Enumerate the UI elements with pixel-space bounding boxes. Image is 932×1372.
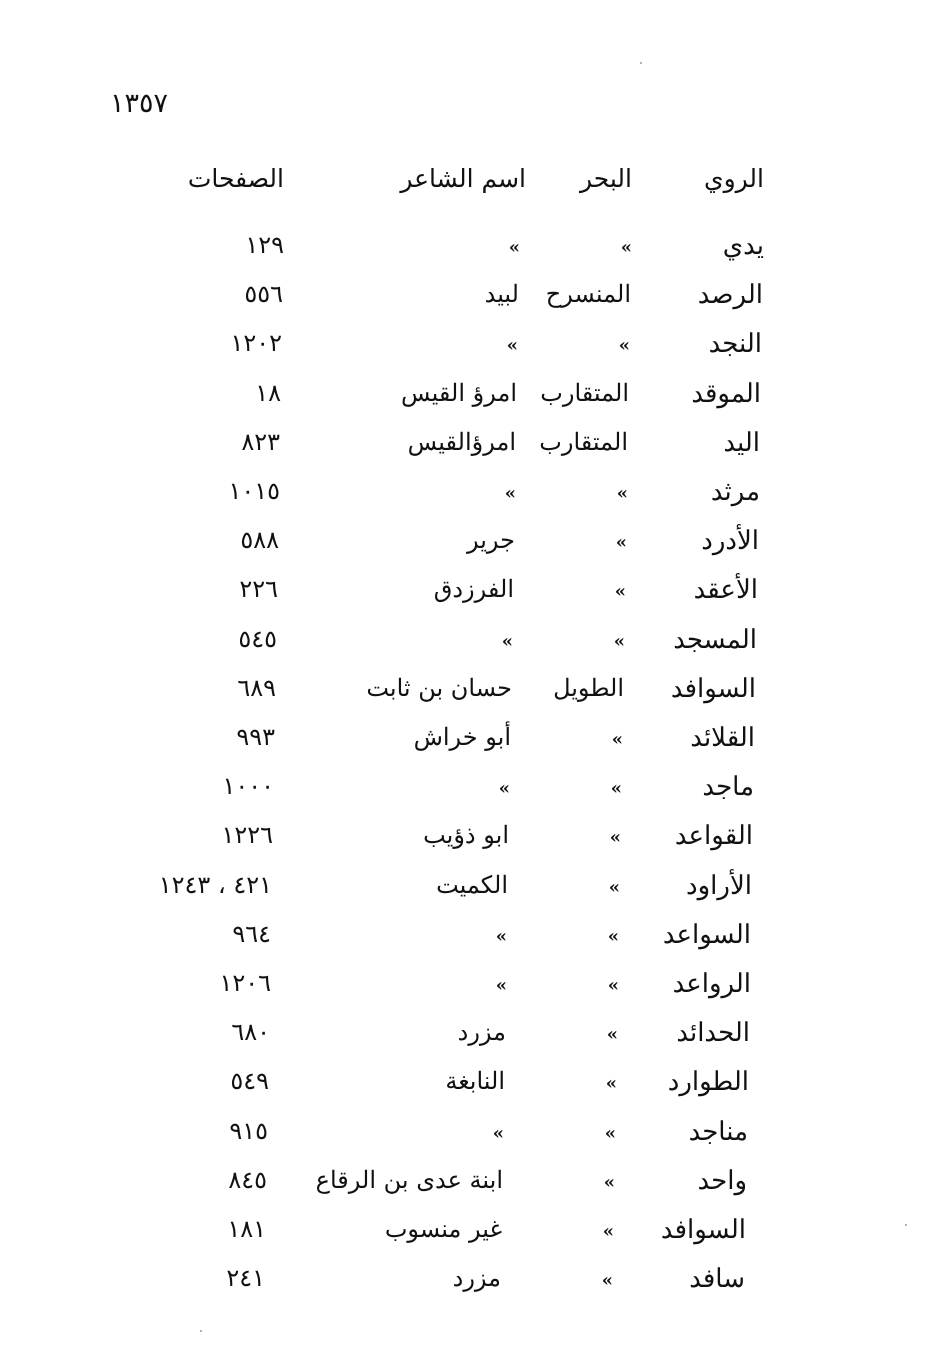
cell-meter: » <box>610 778 622 800</box>
header-meter: البحر <box>579 164 632 193</box>
cell-poet: مزرد <box>457 1018 506 1047</box>
cell-meter: » <box>604 1122 616 1144</box>
cell-rhyme: القواعد <box>674 821 753 852</box>
table-row <box>0 1217 932 1257</box>
cell-meter: المتقارب <box>540 378 629 407</box>
cell-poet: جرير <box>467 526 515 555</box>
cell-poet: امرؤالقيس <box>407 427 516 456</box>
cell-meter: » <box>602 1221 614 1242</box>
cell-rhyme: الطوارد <box>667 1067 749 1098</box>
cell-meter: » <box>606 1024 618 1046</box>
cell-poet: ابو ذؤيب <box>423 821 509 850</box>
cell-meter: » <box>614 581 626 603</box>
cell-rhyme: السواعد <box>662 919 751 950</box>
cell-rhyme: الموقد <box>691 378 761 409</box>
header-pages: الصفحات <box>187 164 284 193</box>
table-row <box>0 233 932 273</box>
cell-rhyme: السوافد <box>660 1215 746 1245</box>
cell-poet: » <box>506 335 518 357</box>
cell-poet: ابنة عدى بن الرقاع <box>315 1165 503 1194</box>
cell-meter: » <box>607 925 619 947</box>
cell-pages: ٢٤١ <box>226 1264 265 1293</box>
table-row <box>0 331 932 371</box>
cell-pages: ٤٢١ ، ١٢٤٣ <box>158 870 272 899</box>
cell-pages: ١٢٠٦ <box>219 969 271 997</box>
table-row <box>0 1266 932 1306</box>
cell-rhyme: الأراود <box>686 870 752 901</box>
cell-meter: » <box>615 532 627 554</box>
cell-pages: ١٢٢٦ <box>221 821 273 850</box>
cell-meter: » <box>611 729 623 750</box>
paper-speck <box>905 1224 907 1226</box>
cell-meter: الطويل <box>553 673 624 702</box>
cell-meter: » <box>620 237 632 258</box>
cell-poet: » <box>498 778 510 800</box>
cell-poet: الفرزدق <box>433 575 514 604</box>
cell-poet: » <box>495 975 507 996</box>
cell-rhyme: الرصد <box>697 280 763 311</box>
cell-meter: » <box>601 1270 613 1292</box>
cell-rhyme: الحدائد <box>676 1018 750 1049</box>
table-row <box>0 1165 932 1208</box>
cell-meter: » <box>607 975 619 996</box>
cell-pages: ٦٨٠ <box>231 1018 270 1047</box>
cell-pages: ٩٦٤ <box>232 919 271 948</box>
cell-poet: » <box>495 925 507 947</box>
table-row <box>0 774 932 814</box>
table-row <box>0 1069 932 1109</box>
header-rhyme: الروي <box>704 164 764 193</box>
cell-meter: » <box>609 827 621 849</box>
cell-poet: النابغة <box>445 1067 505 1096</box>
cell-pages: ١٨١ <box>227 1215 266 1243</box>
cell-meter: » <box>603 1171 615 1193</box>
cell-pages: ١٢٩ <box>245 231 284 259</box>
table-row <box>0 971 932 1011</box>
cell-rhyme: ماجد <box>702 772 754 803</box>
cell-rhyme: مرثد <box>710 477 760 507</box>
table-row <box>0 427 932 470</box>
cell-poet: امرؤ القيس <box>401 378 517 407</box>
table-row <box>0 870 932 913</box>
cell-pages: ١٢٠٢ <box>230 329 282 358</box>
cell-pages: ٩١٥ <box>229 1116 268 1145</box>
cell-rhyme: سافد <box>689 1264 745 1295</box>
cell-rhyme: يدي <box>722 231 764 261</box>
cell-pages: ١٠١٥ <box>228 477 280 505</box>
table-row <box>0 282 932 322</box>
cell-pages: ٥٤٩ <box>230 1067 269 1096</box>
cell-rhyme: مناجد <box>688 1116 748 1147</box>
table-row <box>0 823 932 863</box>
cell-pages: ٥٤٥ <box>238 624 277 653</box>
cell-pages: ١٠٠٠ <box>222 772 274 801</box>
cell-meter: » <box>618 335 630 357</box>
cell-meter: » <box>605 1073 617 1095</box>
cell-rhyme: اليد <box>723 427 760 458</box>
table-row <box>0 725 932 765</box>
cell-rhyme: القلائد <box>690 723 755 753</box>
cell-poet: » <box>504 483 516 504</box>
cell-meter: المنسرح <box>545 280 631 309</box>
cell-poet: » <box>492 1122 504 1144</box>
cell-pages: ٦٨٩ <box>237 673 276 702</box>
table-row <box>0 1020 932 1060</box>
table-row <box>0 919 932 962</box>
cell-rhyme: السوافد <box>670 673 756 704</box>
cell-rhyme: الرواعد <box>672 969 751 999</box>
header-poet: اسم الشاعر <box>400 164 526 193</box>
cell-meter: » <box>613 630 625 652</box>
table-row <box>0 624 932 667</box>
paper-speck <box>200 1330 202 1332</box>
cell-pages: ٥٨٨ <box>240 526 279 555</box>
table-row <box>0 673 932 716</box>
cell-meter: » <box>616 483 628 504</box>
cell-poet: غير منسوب <box>384 1215 502 1243</box>
cell-poet: » <box>501 630 513 652</box>
paper-speck <box>640 62 642 64</box>
cell-pages: ٩٩٣ <box>236 723 275 751</box>
cell-poet: » <box>508 237 520 258</box>
cell-rhyme: النجد <box>708 329 762 360</box>
table-row <box>0 577 932 617</box>
cell-poet: لبيد <box>484 280 519 309</box>
cell-poet: الكميت <box>436 870 508 899</box>
table-row <box>0 479 932 519</box>
cell-rhyme: الأعقد <box>693 575 758 606</box>
cell-poet: مزرد <box>452 1264 501 1293</box>
cell-pages: ٥٥٦ <box>244 280 283 309</box>
cell-poet: أبو خراش <box>413 723 511 751</box>
cell-meter: » <box>608 876 620 898</box>
cell-poet: حسان بن ثابت <box>366 673 512 702</box>
cell-pages: ١٨ <box>255 378 281 407</box>
cell-rhyme: الأدرد <box>701 526 759 557</box>
page-number: ١٣٥٧ <box>110 88 169 119</box>
cell-rhyme: المسجد <box>673 624 757 655</box>
cell-pages: ٨٢٣ <box>241 427 280 456</box>
table-row <box>0 378 932 421</box>
cell-pages: ٨٤٥ <box>228 1165 267 1194</box>
table-row <box>0 1116 932 1159</box>
cell-pages: ٢٢٦ <box>239 575 278 604</box>
cell-rhyme: واحد <box>697 1165 747 1196</box>
cell-meter: المتقارب <box>539 427 628 456</box>
table-row <box>0 528 932 568</box>
